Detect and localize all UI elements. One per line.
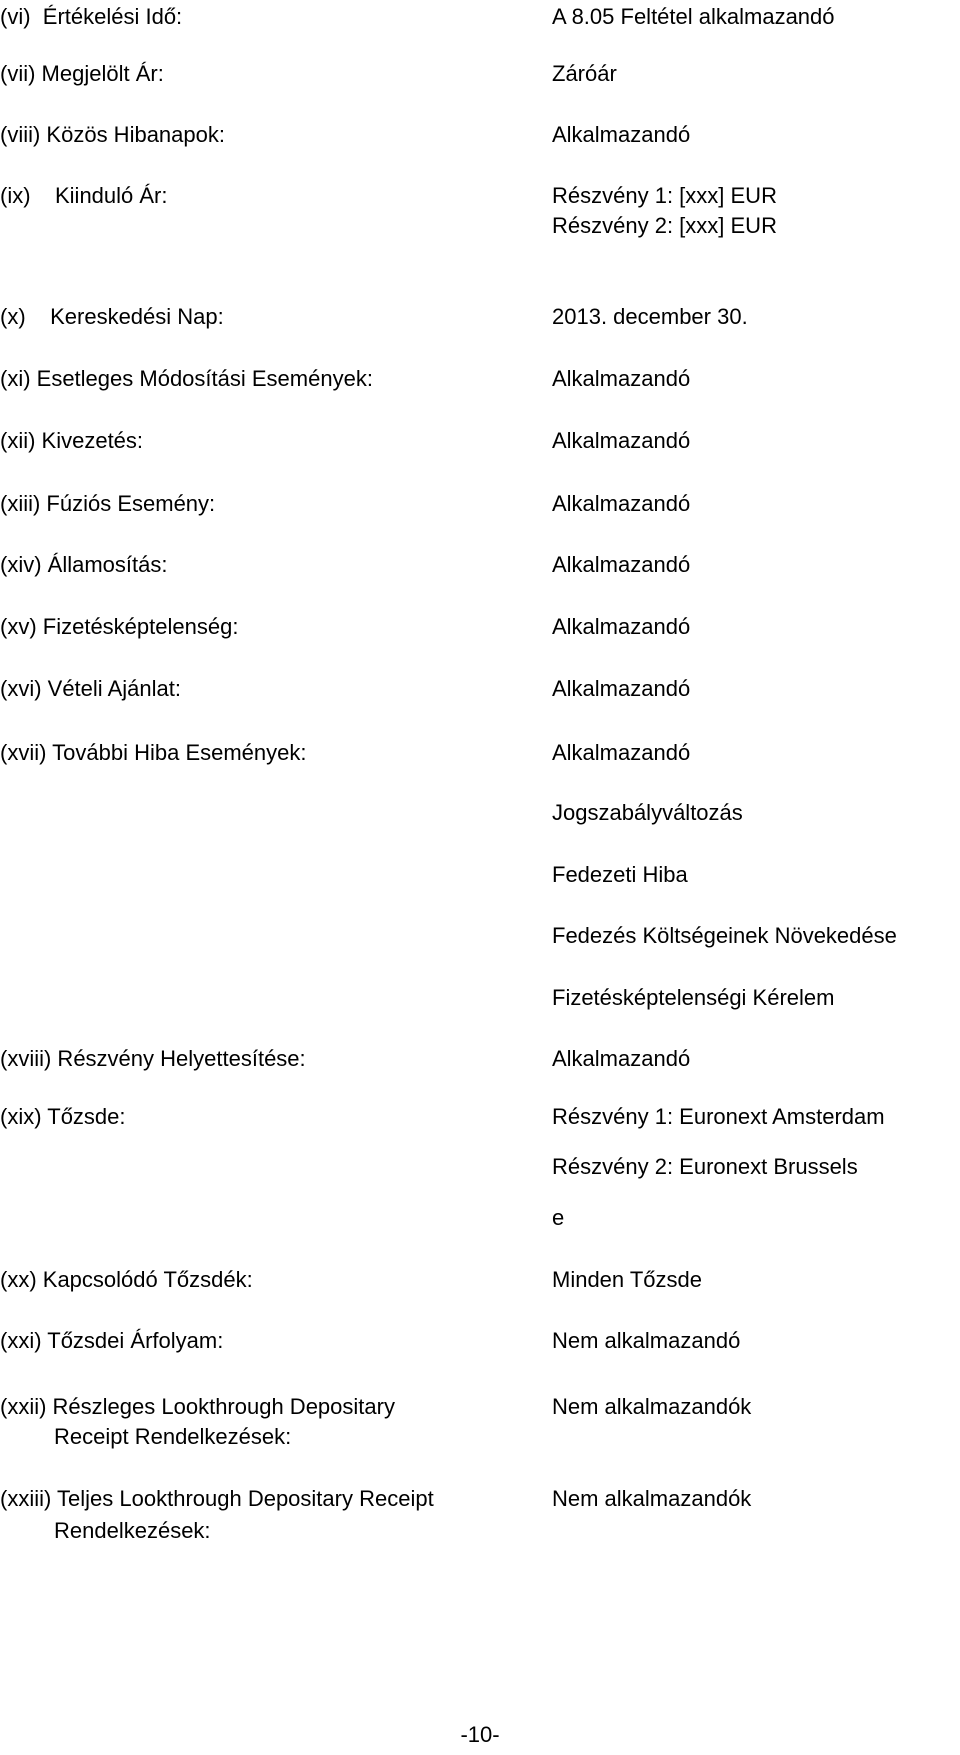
value-tozsde-3: e bbox=[552, 1205, 565, 1230]
label-reszleges-lookthrough-cont: Receipt Rendelkezések: bbox=[54, 1424, 292, 1449]
value-tovabbi-hiba: Alkalmazandó bbox=[552, 740, 691, 765]
value-kiindulo-ar-1: Részvény 1: [xxx] EUR bbox=[552, 183, 777, 208]
label-ertekelesi-ido: (vi) Értékelési Idő: bbox=[0, 4, 183, 29]
label-tozsdei-arfolyam: (xxi) Tőzsdei Árfolyam: bbox=[0, 1328, 224, 1353]
value-tozsde-2: Részvény 2: Euronext Brussels bbox=[552, 1154, 858, 1179]
label-kozos-hibanapok: (viii) Közös Hibanapok: bbox=[0, 122, 225, 147]
label-fizeteskeptelenseg: (xv) Fizetésképtelenség: bbox=[0, 614, 239, 639]
page-number: -10- bbox=[460, 1722, 500, 1747]
label-kereskedesi-nap: (x) Kereskedési Nap: bbox=[0, 304, 224, 329]
label-teljes-lookthrough-cont: Rendelkezések: bbox=[54, 1518, 211, 1543]
label-veteli-ajanlat: (xvi) Vételi Ajánlat: bbox=[0, 676, 181, 701]
label-allamositas: (xiv) Államosítás: bbox=[0, 552, 168, 577]
value-allamositas: Alkalmazandó bbox=[552, 552, 691, 577]
value-kiindulo-ar-2: Részvény 2: [xxx] EUR bbox=[552, 213, 777, 238]
label-reszveny-helyettesitese: (xviii) Részvény Helyettesítése: bbox=[0, 1046, 306, 1071]
value-tozsdei-arfolyam: Nem alkalmazandó bbox=[552, 1328, 741, 1353]
label-teljes-lookthrough: (xxiii) Teljes Lookthrough Depositary Receipt bbox=[0, 1486, 434, 1511]
value-megjelolt-ar: Záróár bbox=[552, 61, 617, 86]
label-reszleges-lookthrough: (xxii) Részleges Lookthrough Depositary bbox=[0, 1394, 395, 1419]
label-fuzios-esemeny: (xiii) Fúziós Esemény: bbox=[0, 491, 216, 516]
value-esetleges-modositasi: Alkalmazandó bbox=[552, 366, 691, 391]
label-kiindulo-ar: (ix) Kiinduló Ár: bbox=[0, 183, 168, 208]
label-tovabbi-hiba: (xvii) További Hiba Események: bbox=[0, 740, 307, 765]
value-kapcsolodo-tozsdek: Minden Tőzsde bbox=[552, 1267, 703, 1292]
hiba-item-fizeteskeptelensegi-kerelem: Fizetésképtelenségi Kérelem bbox=[552, 985, 835, 1010]
hiba-item-fedezeti-hiba: Fedezeti Hiba bbox=[552, 862, 688, 887]
value-reszveny-helyettesitese: Alkalmazandó bbox=[552, 1046, 691, 1071]
value-fuzios-esemeny: Alkalmazandó bbox=[552, 491, 691, 516]
value-reszleges-lookthrough: Nem alkalmazandók bbox=[552, 1394, 752, 1419]
value-tozsde-1: Részvény 1: Euronext Amsterdam bbox=[552, 1104, 885, 1129]
label-tozsde: (xix) Tőzsde: bbox=[0, 1104, 126, 1129]
hiba-item-fedezes-koltsegek: Fedezés Költségeinek Növekedése bbox=[552, 923, 897, 948]
hiba-item-jogszabalyvaltozas: Jogszabályváltozás bbox=[552, 800, 743, 825]
value-teljes-lookthrough: Nem alkalmazandók bbox=[552, 1486, 752, 1511]
label-kapcsolodo-tozsdek: (xx) Kapcsolódó Tőzsdék: bbox=[0, 1267, 253, 1292]
value-veteli-ajanlat: Alkalmazandó bbox=[552, 676, 691, 701]
value-kozos-hibanapok: Alkalmazandó bbox=[552, 122, 691, 147]
label-esetleges-modositasi: (xi) Esetleges Módosítási Események: bbox=[0, 366, 373, 391]
label-megjelolt-ar: (vii) Megjelölt Ár: bbox=[0, 61, 164, 86]
value-fizeteskeptelenseg: Alkalmazandó bbox=[552, 614, 691, 639]
value-kivezetes: Alkalmazandó bbox=[552, 428, 691, 453]
value-kereskedesi-nap: 2013. december 30. bbox=[552, 304, 748, 329]
value-ertekelesi-ido: A 8.05 Feltétel alkalmazandó bbox=[552, 4, 835, 29]
label-kivezetes: (xii) Kivezetés: bbox=[0, 428, 144, 453]
